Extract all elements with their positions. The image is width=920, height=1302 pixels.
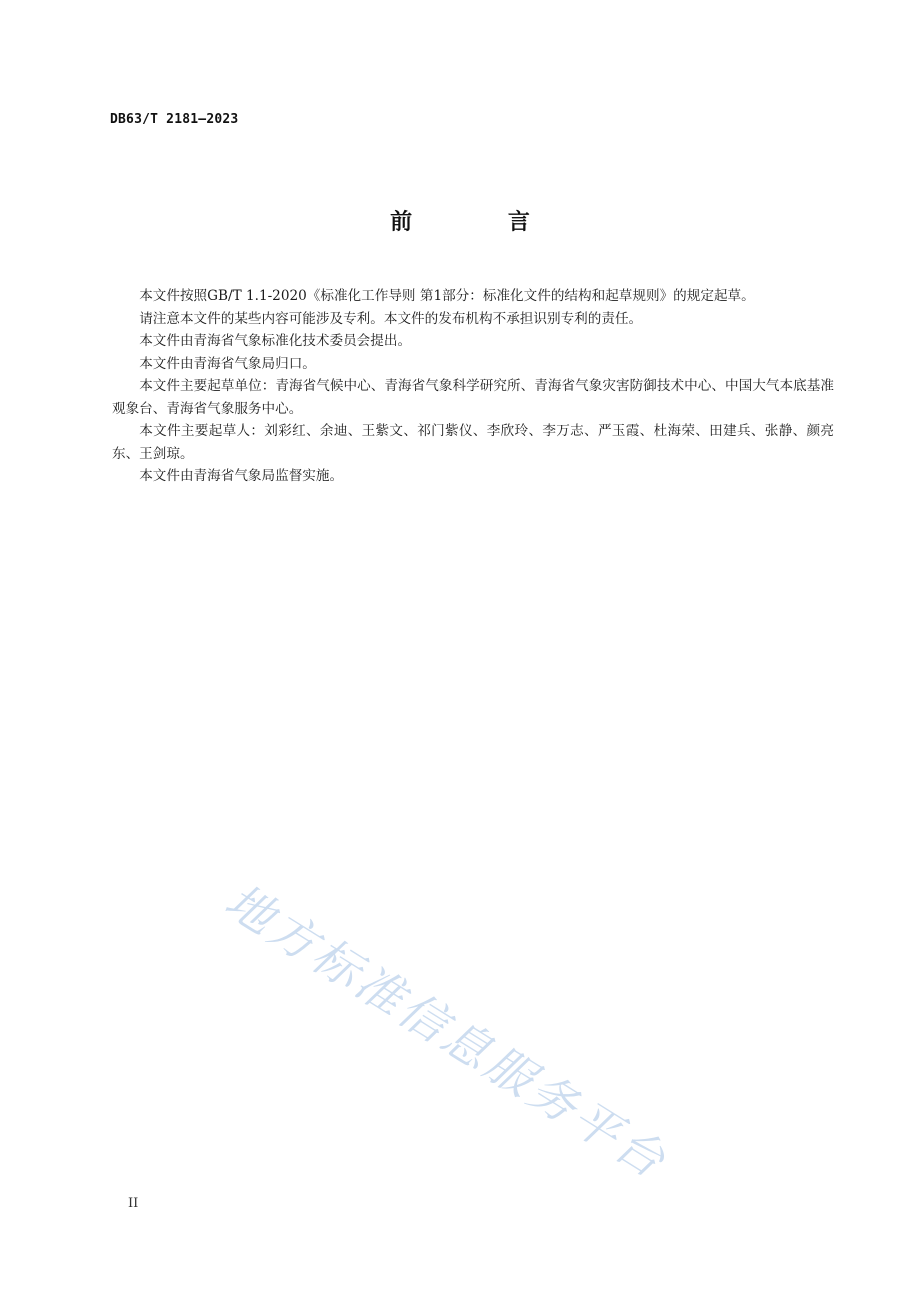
paragraph-supervised-by: 本文件由青海省气象局监督实施。 [139,468,344,484]
paragraph-patent-notice: 请注意本文件的某些内容可能涉及专利。本文件的发布机构不承担识别专利的责任。 [139,310,643,327]
watermark: 地方标准信息服务平台 [215,873,677,1191]
paragraph-drafting-units: 本文件主要起草单位：青海省气候中心、青海省气象科学研究所、青海省气象灾害防御技术中心、中国大气本底基准观象台、青海省气象服务中心。 [112,378,834,417]
paragraph-proposed-by: 本文件由青海省气象标准化技术委员会提出。 [139,333,412,349]
foreword-body [112,285,834,488]
paragraph-drafting-rules: 本文件按照GB/T 1.1-2020《标准化工作导则 第1部分：标准化文件的结构和起草规则》的规定起草。 [139,288,755,304]
page-title: 前 言 [390,210,574,235]
page-number: II [128,1196,139,1211]
paragraph-drafters: 本文件主要起草人：刘彩红、余迪、王紫文、祁门紫仪、李欣玲、李万志、严玉霞、杜海荣、田建兵、张静、颜亮东、王剑琼。 [112,423,834,462]
standard-code: DB63/T 2181—2023 [110,112,239,127]
paragraph-administered-by: 本文件由青海省气象局归口。 [139,355,316,372]
